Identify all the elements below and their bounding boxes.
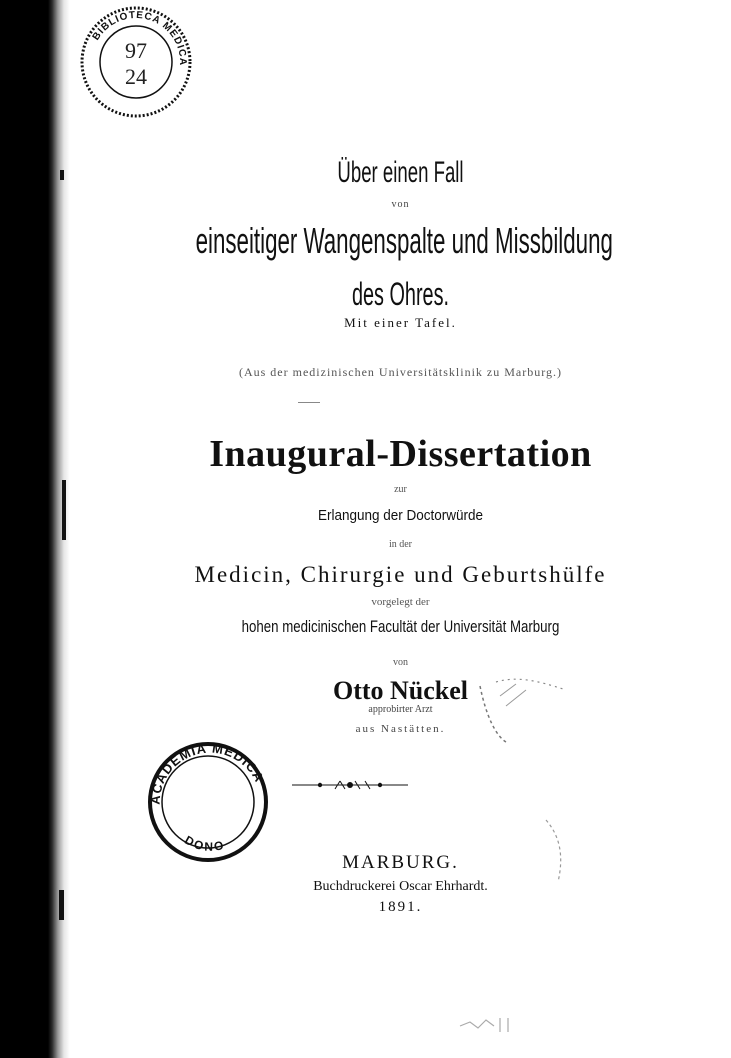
library-stamp-text: BIBLIOTECA MEDICA — [90, 9, 189, 67]
imprint-year: 1891. — [378, 899, 423, 915]
author-origin: aus Nastätten. — [355, 723, 446, 735]
ornament-divider-icon — [290, 778, 410, 792]
dissertation-faculty: hohen medicinischen Facultät der Universität Marburg — [241, 617, 560, 636]
book-spine-shadow — [0, 0, 70, 1058]
svg-text:DONO — [182, 833, 226, 854]
svg-text:ACADEMIA MEDICA — [148, 741, 268, 805]
imprint-city: MARBURG. — [342, 852, 459, 873]
library-stamp-icon — [78, 4, 194, 120]
shelf-mark-icon — [456, 1012, 516, 1036]
dissertation-fields: Medicin, Chirurgie und Geburtshülfe — [194, 562, 607, 587]
author-name: Otto Nückel — [332, 676, 469, 705]
dissertation-purpose: Erlangung der Doctorwürde — [317, 507, 484, 524]
pencil-mark-icon — [476, 676, 572, 746]
short-rule — [298, 402, 320, 403]
imprint-printer: Buchdruckerei Oscar Ehrhardt. — [313, 879, 488, 894]
donation-stamp-bottom: DONO — [182, 832, 227, 854]
title-line-1: Über einen Fall — [337, 156, 464, 189]
donation-stamp-arc: ACADEMIA MEDICA — [147, 740, 268, 806]
library-number-bottom: 24 — [125, 64, 147, 89]
library-number-top: 97 — [125, 38, 147, 63]
author-von: von — [393, 657, 408, 668]
donation-stamp-icon — [142, 738, 272, 864]
dissertation-vorgelegt: vorgelegt der — [371, 596, 430, 608]
pencil-mark-icon — [540, 816, 570, 886]
title-line-2: einseitiger Wangenspalte und Missbildung — [195, 220, 613, 261]
title-von: von — [391, 199, 410, 210]
dissertation-zur: zur — [394, 484, 407, 495]
spine-speck — [59, 890, 64, 920]
spine-speck — [60, 170, 64, 180]
dissertation-in-der: in der — [388, 539, 413, 550]
spine-speck — [62, 480, 66, 540]
plate-note: Mit einer Tafel. — [344, 315, 457, 330]
dissertation-heading: Inaugural-Dissertation — [209, 433, 592, 475]
title-line-3: des Ohres. — [351, 276, 450, 312]
author-qualification: approbirter Arzt — [368, 704, 433, 715]
source-note: (Aus der medizinischen Universitätsklinik zu Marburg.) — [238, 365, 563, 379]
